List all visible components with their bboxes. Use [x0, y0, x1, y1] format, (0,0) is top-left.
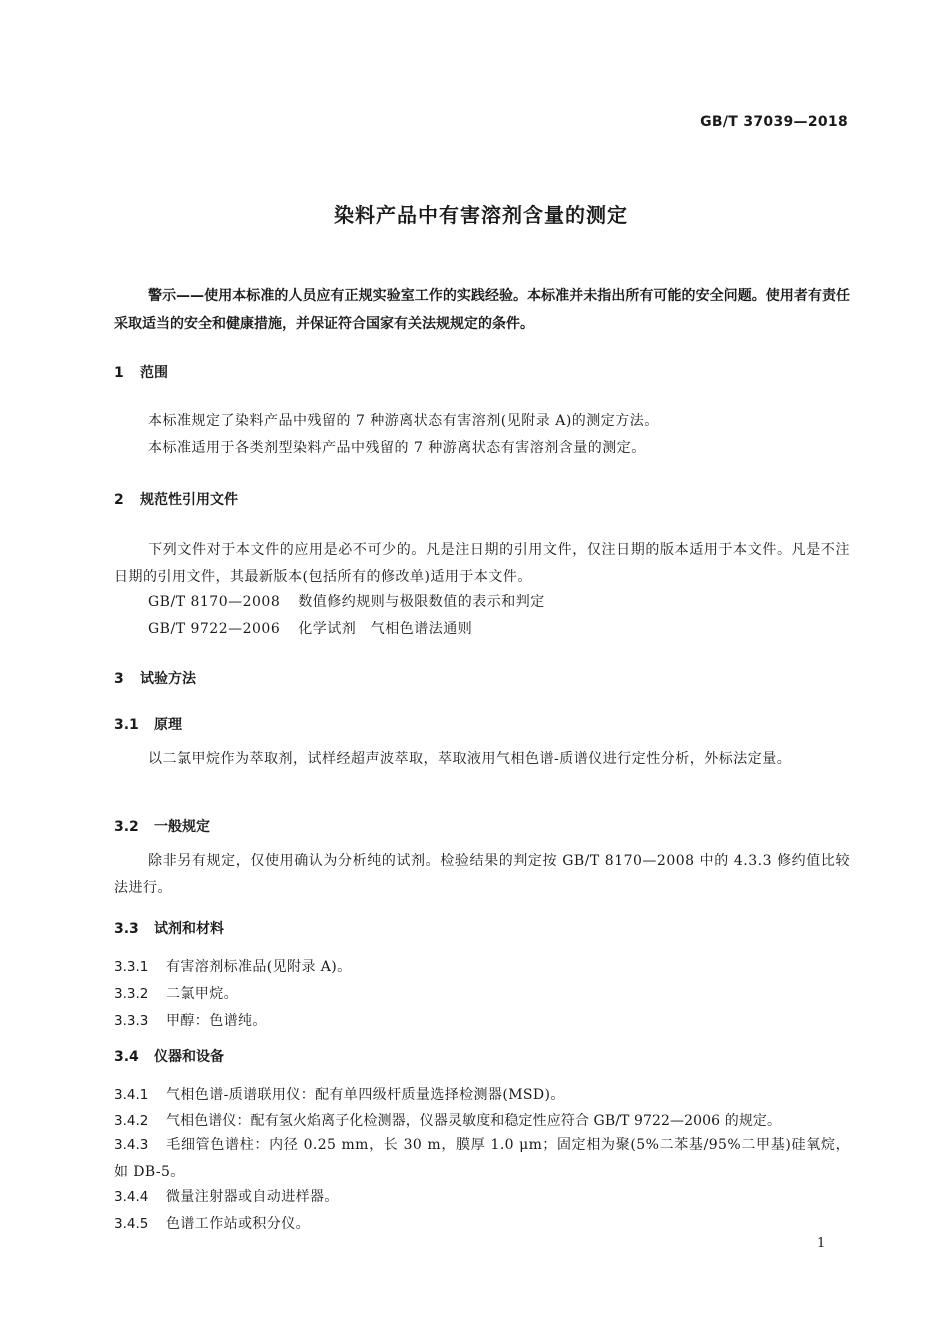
- standard-code: GB/T 37039—2018: [700, 114, 848, 130]
- reference-code: GB/T 9722—2006: [148, 621, 281, 637]
- reference-title: 数值修约规则与极限数值的表示和判定: [298, 594, 545, 610]
- section-1-paragraph-1: 本标准规定了染料产品中残留的 7 种游离状态有害溶剂(见附录 A)的测定方法。: [148, 413, 659, 429]
- safety-warning: [114, 282, 850, 338]
- list-item: 3.4.4 微量注射器或自动进样器。: [114, 1189, 339, 1205]
- list-item: 3.4.2 气相色谱仪：配有氢火焰离子化检测器，仪器灵敏度和稳定性应符合 GB/T 9722—2006 的规定。: [114, 1113, 782, 1129]
- section-3-1-heading: 3.1 原理: [114, 717, 182, 733]
- reference-item: [148, 591, 545, 611]
- reference-code: GB/T 8170—2008: [148, 594, 281, 610]
- section-1-paragraph-2: 本标准适用于各类剂型染料产品中残留的 7 种游离状态有害溶剂含量的测定。: [148, 440, 646, 456]
- reference-item: [148, 618, 472, 638]
- section-3-3-heading: 3.3 试剂和材料: [114, 921, 224, 937]
- reference-title: 化学试剂 气相色谱法通则: [298, 621, 473, 637]
- section-3-4-heading: 3.4 仪器和设备: [114, 1049, 224, 1065]
- section-3-heading: 3 试验方法: [114, 671, 196, 687]
- section-3-2-heading: 3.2 一般规定: [114, 819, 210, 835]
- section-3-1-paragraph: 以二氯甲烷作为萃取剂，试样经超声波萃取，萃取液用气相色谱-质谱仪进行定性分析，外标法定量。: [148, 751, 792, 767]
- section-3-2-paragraph: 除非另有规定，仅使用确认为分析纯的试剂。检验结果的判定按 GB/T 8170—2008 中的 4.3.3 修约值比较法进行。: [114, 853, 850, 896]
- section-2-heading: 2 规范性引用文件: [114, 492, 238, 508]
- list-item: 3.4.1 气相色谱-质谱联用仪：配有单四级杆质量选择检测器(MSD)。: [114, 1087, 565, 1103]
- section-2-paragraph: 下列文件对于本文件的应用是必不可少的。凡是注日期的引用文件，仅注日期的版本适用于本文件。凡是不注日期的引用文件，其最新版本(包括所有的修改单)适用于本文件。: [114, 542, 850, 585]
- safety-warning-text: 警示——使用本标准的人员应有正规实验室工作的实践经验。本标准并未指出所有可能的安全问题。使用者有责任采取适当的安全和健康措施，并保证符合国家有关法规规定的条件。: [114, 288, 850, 332]
- section-1-heading: 1 范围: [114, 365, 168, 381]
- list-item: 3.3.2 二氯甲烷。: [114, 986, 238, 1002]
- list-item: 3.4.3 毛细管色谱柱：内径 0.25 mm，长 30 m，膜厚 1.0 μm；固定相为聚(5%二苯基/95%二甲基)硅氧烷，如 DB-5。: [114, 1137, 850, 1180]
- document-title: 染料产品中有害溶剂含量的测定: [334, 203, 628, 227]
- list-item: 3.3.1 有害溶剂标准品(见附录 A)。: [114, 959, 352, 975]
- page-number: 1: [817, 1236, 826, 1251]
- list-item: 3.4.5 色谱工作站或积分仪。: [114, 1216, 310, 1232]
- list-item: 3.3.3 甲醇：色谱纯。: [114, 1013, 267, 1029]
